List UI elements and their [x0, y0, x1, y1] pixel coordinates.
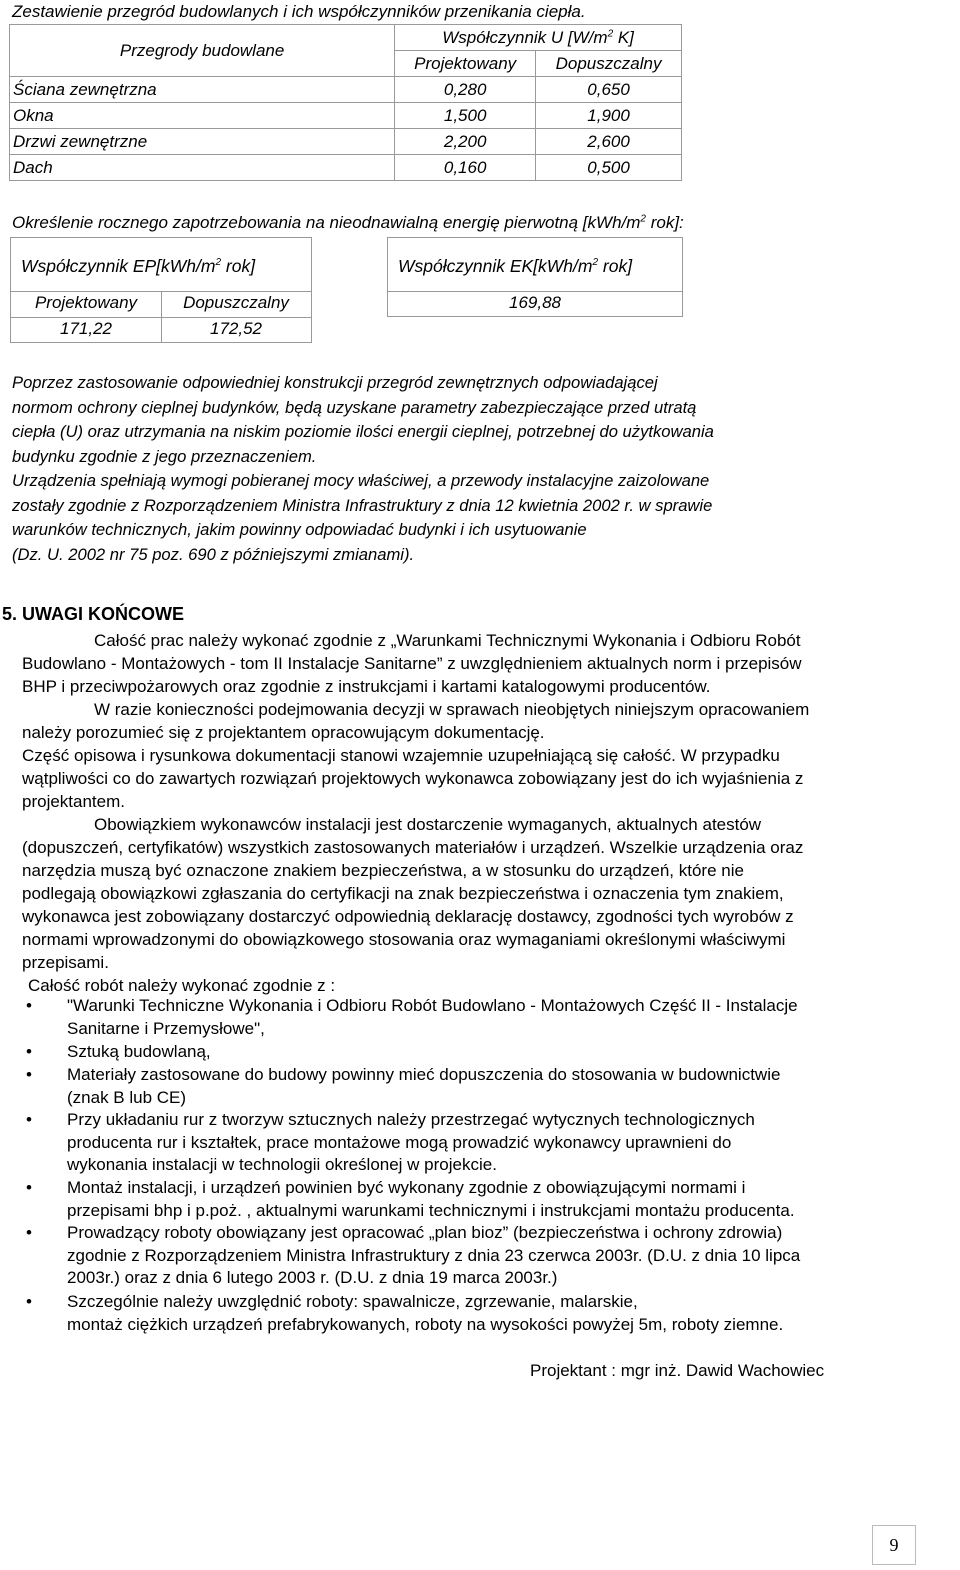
- bullet-dot: •: [26, 1223, 32, 1242]
- header-group: Współczynnik U [$W/m^2$ K]: [395, 25, 682, 51]
- section-heading: 5. UWAGI KOŃCOWE: [2, 604, 185, 624]
- bullet-line: Sztuką budowlaną,: [67, 1042, 211, 1061]
- section-line: wątpliwości co do zawartych rozwiązań projektowych wykonawca zobowiązany jest do ich wyjaśnienia z: [22, 769, 804, 788]
- bullet-line: Montaż instalacji, i urządzeń powinien być wykonany zgodnie z obowiązującymi normami i: [67, 1178, 746, 1197]
- section-line: należy porozumieć się z projektantem opracowującym dokumentację.: [22, 723, 545, 742]
- u-coefficient-table: [9, 24, 682, 181]
- paragraph-line: zostały zgodnie z Rozporządzeniem Ministra Infrastruktury z dnia 12 kwietnia 2002 r. w sprawie: [12, 495, 713, 515]
- row-projected: 0,160: [395, 155, 536, 181]
- paragraph-line: normom ochrony cieplnej budynków, będą uzyskane parametry zabezpieczające przed utratą: [12, 397, 697, 417]
- bullet-line: producenta rur i kształtek, prace montażowe mogą prowadzić wykonawcy uprawnieni do: [67, 1132, 732, 1152]
- row-projected: 2,200: [395, 129, 536, 155]
- row-label: Dach: [10, 155, 395, 181]
- bullet-line: Szczególnie należy uwzględnić roboty: spawalnicze, zgrzewanie, malarskie,: [67, 1292, 638, 1311]
- bullet-dot: •: [26, 996, 32, 1015]
- ep-col-projected: Projektowany: [34, 293, 138, 312]
- bullet-item: [22, 1041, 942, 1064]
- section-line: W razie konieczności podejmowania decyzji w sprawach nieobjętych niniejszym opracowaniem: [94, 700, 810, 719]
- bullet-line: montaż ciężkich urządzeń prefabrykowanych, roboty na wysokości powyżej 5m, roboty ziemne.: [67, 1314, 784, 1334]
- table-row: [10, 103, 682, 129]
- row-allowed: 2,600: [536, 129, 682, 155]
- paragraph-line: warunków technicznych, jakim powinny odpowiadać budynki i ich usytuowanie: [12, 520, 587, 539]
- ep-col-allowed: Dopuszczalny: [183, 293, 289, 312]
- col-allowed: Dopuszczalny: [536, 51, 682, 77]
- bullet-line: (znak B lub CE): [67, 1087, 187, 1107]
- bullet-line: wykonania instalacji w technologii określonej w projekcie.: [67, 1155, 497, 1174]
- section-line: (dopuszczeń, certyfikatów) wszystkich zastosowanych materiałów i urządzeń. Wszelkie urządzenia oraz: [22, 838, 804, 857]
- section-line: Część opisowa i rysunkowa dokumentacji stanowi wzajemnie uzupełniającą się całość. W przypadku: [22, 746, 780, 765]
- table-row: [10, 155, 682, 181]
- bullet-line: Prowadzący roboty obowiązany jest opracować „plan bioz” (bezpieczeństwa i ochrony zdrowia): [67, 1223, 783, 1242]
- row-label: Okna: [10, 103, 395, 129]
- row-allowed: 1,900: [536, 103, 682, 129]
- section-line: przepisami.: [22, 953, 109, 972]
- bullet-line: Przy układaniu rur z tworzyw sztucznych należy przestrzegać wytycznych technologicznych: [67, 1110, 755, 1129]
- section-line: Obowiązkiem wykonawców instalacji jest dostarczenie wymaganych, aktualnych atestów: [94, 815, 762, 834]
- bullet-line: "Warunki Techniczne Wykonania i Odbioru Robót Budowlano - Montażowych Część II - Instalacje: [67, 996, 798, 1015]
- energy-heading: Określenie rocznego zapotrzebowania na nieodnawialną energię pierwotną [$kWh/m^2$ rok]:: [12, 213, 684, 232]
- bullet-item: [22, 1109, 942, 1177]
- col-projected: Projektowany: [395, 51, 536, 77]
- table-row: [10, 129, 682, 155]
- row-projected: 0,280: [395, 77, 536, 103]
- bullet-dot: •: [26, 1292, 32, 1311]
- paragraph-line: Urządzenia spełniają wymogi pobieranej mocy właściwej, a przewody instalacyjne zaizolowane: [12, 471, 710, 490]
- bullet-line: zgodnie z Rozporządzeniem Ministra Infrastruktury z dnia 23 czerwca 2003r. (D.U. z dnia 10 lipca: [67, 1245, 801, 1265]
- section-line: Całość robót należy wykonać zgodnie z :: [28, 976, 336, 995]
- paragraph-insulation: [12, 371, 714, 567]
- row-allowed: 0,500: [536, 155, 682, 181]
- bullet-item: [22, 1177, 942, 1222]
- ek-value: 169,88: [509, 293, 561, 312]
- table-header-row: [10, 25, 682, 51]
- section-line: Budowlano - Montażowych - tom II Instalacje Sanitarne” z uwzględnieniem aktualnych norm i przepisów: [22, 654, 802, 673]
- paragraph-line: (Dz. U. 2002 nr 75 poz. 690 z późniejszymi zmianami).: [12, 544, 415, 564]
- section-line: projektantem.: [22, 792, 125, 811]
- ek-coefficient-box: [387, 237, 683, 317]
- bullet-line: Materiały zastosowane do budowy powinny mieć dopuszczenia do stosowania w budownictwie: [67, 1065, 781, 1084]
- paragraph-line: Poprzez zastosowanie odpowiedniej konstrukcji przegród zewnętrznych odpowiadającej: [12, 373, 658, 392]
- bullet-item: [22, 1291, 942, 1336]
- paragraph-line: budynku zgodnie z jego przeznaczeniem.: [12, 446, 317, 466]
- section-line: normami wprowadzonymi do obowiązkowego stosowania oraz wymaganiami określonymi właściwymi: [22, 930, 786, 949]
- section-line: BHP i przeciwpożarowych oraz zgodnie z instrukcjami i kartami katalogowymi producentów.: [22, 677, 711, 696]
- section-line: Całość prac należy wykonać zgodnie z „Warunkami Technicznymi Wykonania i Odbioru Robót: [94, 631, 801, 650]
- ep-val-allowed: 172,52: [210, 319, 262, 338]
- ek-title: Współczynnik $EK[kWh/m^2$ rok]: [398, 256, 633, 276]
- bullet-item: [22, 995, 942, 1040]
- section-line: narzędzia muszą być oznaczone znakiem bezpieczeństwa, a w stosunku do urządzeń, które nie: [22, 861, 744, 880]
- row-label: Drzwi zewnętrzne: [10, 129, 395, 155]
- paragraph-line: ciepła (U) oraz utrzymania na niskim poziomie ilości energii cieplnej, potrzebnej do użytkowania: [12, 422, 714, 441]
- ep-title: Współczynnik $EP[kWh/m^2$ rok]: [21, 256, 256, 276]
- table-title: Zestawienie przegród budowlanych i ich współczynników przenikania ciepła.: [12, 2, 586, 21]
- section-body: [22, 629, 809, 997]
- section-line: podlegają obowiązkowi zgłaszania do certyfikacji na znak bezpieczeństwa i oznaczenia tym znakiem,: [22, 884, 784, 903]
- row-label: Ściana zewnętrzna: [10, 77, 395, 103]
- bullet-dot: •: [26, 1042, 32, 1061]
- bullet-item: [22, 1222, 942, 1290]
- section-line: wykonawca jest zobowiązany dostarczyć odpowiednią deklarację dostawcy, zgodności tych wyrobów z: [22, 907, 794, 926]
- bullet-line: przepisami bhp i p.poż. , aktualnymi warunkami technicznymi i instrukcjami montażu producenta.: [67, 1200, 795, 1220]
- table-row: [10, 77, 682, 103]
- signature: Projektant : mgr inż. Dawid Wachowiec: [530, 1361, 825, 1380]
- ep-val-projected: 171,22: [60, 319, 112, 338]
- bullet-line: 2003r.) oraz z dnia 6 lutego 2003 r. (D.U. z dnia 19 marca 2003r.): [67, 1268, 558, 1287]
- page-number: 9: [872, 1525, 916, 1565]
- bullet-dot: •: [26, 1110, 32, 1129]
- row-projected: 1,500: [395, 103, 536, 129]
- row-allowed: 0,650: [536, 77, 682, 103]
- bullet-dot: •: [26, 1178, 32, 1197]
- bullet-line: Sanitarne i Przemysłowe",: [67, 1018, 265, 1038]
- header-rowlabel: Przegrody budowlane: [10, 25, 395, 77]
- bullet-dot: •: [26, 1065, 32, 1084]
- ep-coefficient-box: [10, 237, 312, 343]
- ek-divider: [388, 291, 682, 292]
- bullet-item: [22, 1064, 942, 1109]
